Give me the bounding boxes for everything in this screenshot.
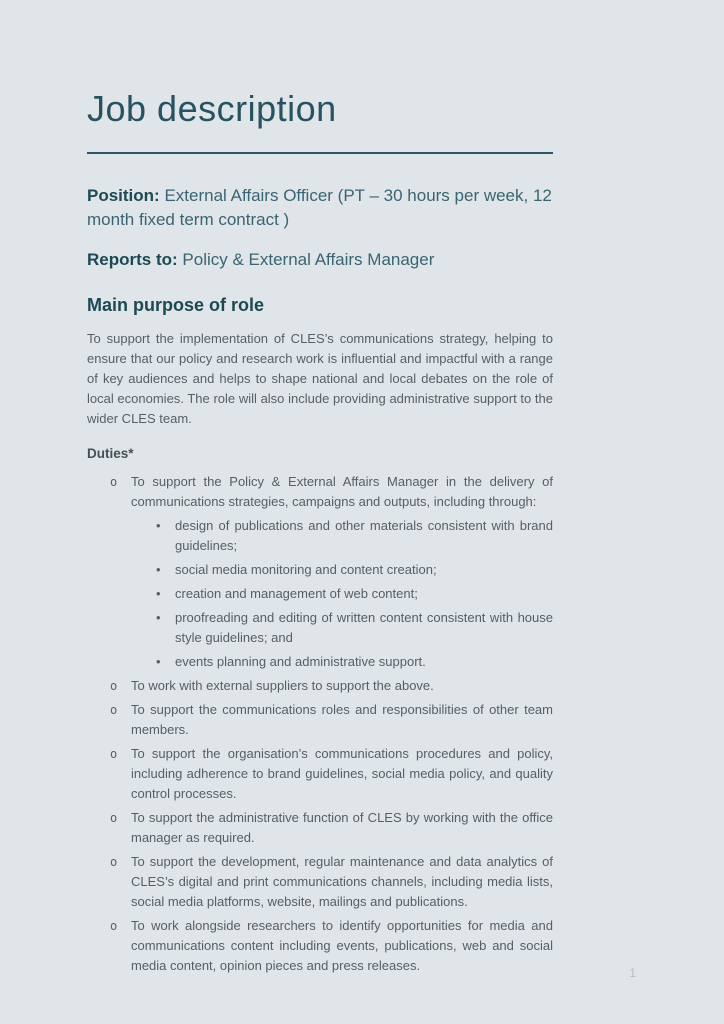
reports-to-label: Reports to: — [87, 250, 178, 269]
reports-to-value: Policy & External Affairs Manager — [182, 250, 435, 269]
position-label: Position: — [87, 186, 160, 205]
duties-heading: Duties* — [87, 446, 134, 461]
position-line — [87, 184, 553, 232]
list-item — [87, 852, 553, 912]
bullet-marker: • — [156, 518, 161, 533]
list-item-text: To support the administrative function of CLES by working with the office manager as required. — [131, 810, 553, 845]
list-item-text: To support the organisation’s communications procedures and policy, including adherence to brand guidelines, social media policy, and quality control processes. — [131, 746, 553, 801]
bullet-marker: • — [156, 562, 161, 577]
position-value: External Affairs Officer (PT – 30 hours per week, 12 month fixed term contract ) — [87, 186, 552, 229]
duties-sub-list — [87, 516, 553, 672]
list-item-text: events planning and administrative support. — [175, 654, 426, 669]
list-item — [87, 516, 553, 556]
list-item — [87, 744, 553, 804]
title-rule — [87, 152, 553, 154]
list-item — [87, 608, 553, 648]
bullet-marker: • — [156, 610, 161, 625]
duties-list — [87, 472, 553, 976]
list-item-text: proofreading and editing of written content consistent with house style guidelines; and — [175, 610, 553, 645]
page-title: Job description — [87, 88, 337, 129]
list-item — [87, 676, 553, 696]
bullet-marker: o — [110, 703, 118, 717]
bullet-marker: o — [110, 679, 118, 693]
list-item-text: social media monitoring and content creation; — [175, 562, 437, 577]
list-item-text: To work alongside researchers to identify opportunities for media and communications content including events, publications, web and social media content, opinion pieces and press releases. — [131, 918, 553, 973]
list-item-text: To support the development, regular maintenance and data analytics of CLES’s digital and print communications channels, including media lists, social media platforms, website, mailings and publications. — [131, 854, 553, 909]
list-item — [87, 916, 553, 976]
main-purpose-heading: Main purpose of role — [87, 295, 265, 315]
bullet-marker: o — [110, 855, 118, 869]
main-purpose-paragraph: To support the implementation of CLES’s communications strategy, helping to ensure that our policy and research work is influential and impactful with a range of key audiences and helps to shape national and local debates on the role of local economies. The role will also include providing administrative support to the wider CLES team. — [87, 331, 553, 426]
list-item — [87, 560, 553, 580]
list-item-text: To support the communications roles and responsibilities of other team members. — [131, 702, 553, 737]
bullet-marker: o — [110, 747, 118, 761]
list-item — [87, 808, 553, 848]
content-column — [87, 0, 553, 980]
page-number: 1 — [629, 966, 636, 980]
list-item-text: To support the Policy & External Affairs Manager in the delivery of communications strategies, campaigns and outputs, including through: — [131, 474, 553, 509]
bullet-marker: o — [110, 811, 118, 825]
list-item-text: creation and management of web content; — [175, 586, 418, 601]
list-item — [87, 700, 553, 740]
bullet-marker: • — [156, 654, 161, 669]
bullet-marker: o — [110, 919, 118, 933]
list-item — [87, 652, 553, 672]
list-item-text: To work with external suppliers to support the above. — [131, 678, 434, 693]
reports-to-line — [87, 248, 553, 272]
list-item — [87, 584, 553, 604]
list-item — [87, 472, 553, 512]
bullet-marker: • — [156, 586, 161, 601]
bullet-marker: o — [110, 475, 118, 489]
list-item-text: design of publications and other materials consistent with brand guidelines; — [175, 518, 553, 553]
